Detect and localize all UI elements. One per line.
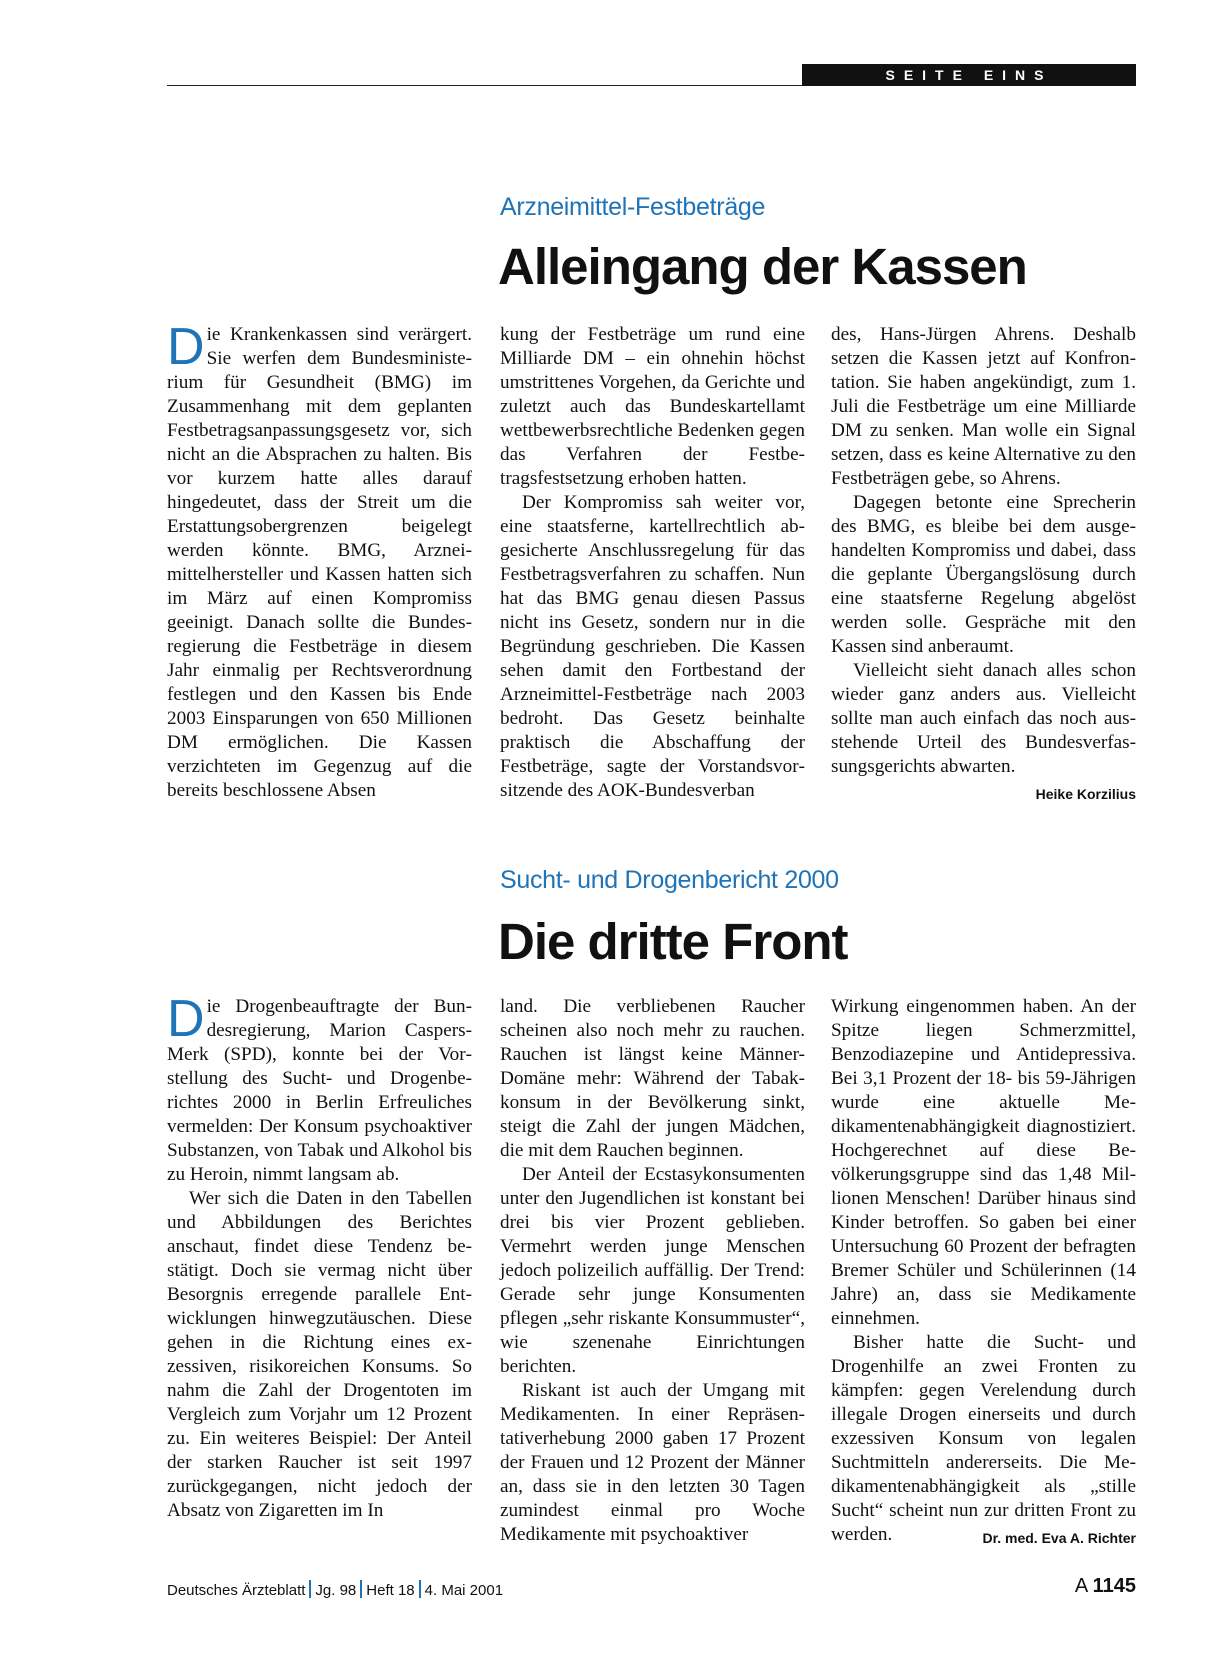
footer-separator (360, 1580, 362, 1598)
article1-author: Heike Korzilius (1035, 786, 1136, 802)
article2-paragraph (831, 1331, 1136, 1547)
article2-paragraph: Wer sich die Daten in den Tabellen und Abbildungen des Berichtes anschaut, findet diese Tendenz bestätigt. Doch sie vermag nicht über Besorgnis erregende parallele Entwicklungen hinwegzutäuschen. Diese gehen in die Richtung eines exzessiven, risikoreichen Konsums. So nahm die Zahl der Drogentoten im Vergleich zum Vorjahr um 12 Prozent zu. Ein weiteres Beispiel: Der Anteil der starken Raucher ist seit 1997 zurückgegangen, nicht jedoch der Absatz von Zigaretten im In (167, 1188, 472, 1521)
article1-dropcap: D (167, 318, 205, 376)
footer-journal: Deutsches Ärzteblatt (167, 1582, 306, 1599)
article1-paragraph: des, Hans-Jürgen Ahrens. Deshalb setzen die Kassen jetzt auf Konfrontation. Sie haben angekündigt, zum 1. Juli die Festbeträge um eine Milliarde DM zu senken. Man wolle ein Signal setzen, dass es keine Alternative zu den Festbeträgen gebe, so Ahrens. (831, 324, 1136, 489)
article1-paragraph (831, 659, 1136, 802)
article2-paragraph (167, 990, 472, 1187)
article2-column-2 (500, 995, 805, 1547)
article1-headline: Alleingang der Kassen (498, 238, 1027, 295)
article1-text: Vielleicht sieht danach alles schon wieder ganz anders aus. Vielleicht sollte man auch einfach das noch ausstehende Urteil des Bundesverfassungsgerichts abwarten. (831, 660, 1136, 777)
page-number-value: 1145 (1092, 1575, 1136, 1597)
article1-paragraph: Dagegen betonte eine Sprecherin des BMG, es bleibe bei dem ausgehandelten Kompromiss und dabei, dass die geplante Übergangslösung durch eine staatsferne Regelung abgelöst werden solle. Gespräche mit den Kassen sind anberaumt. (831, 492, 1136, 657)
article2-paragraph: Wirkung eingenommen haben. An der Spitze liegen Schmerzmittel, Benzodiazepine und Antidepressiva. Bei 3,1 Prozent der 18- bis 59-Jährigen wurde eine aktuelle Medikamentenabhängigkeit diagnostiziert. Hochgerechnet auf diese Bevölkerungsgruppe sind das 1,48 Millionen Menschen! Darüber hinaus sind Kinder betroffen. So gaben bei einer Untersuchung 60 Prozent der befragten Bremer Schüler und Schülerinnen (14 Jahre) an, dass sie Medikamente einnehmen. (831, 996, 1136, 1329)
article2-paragraph: land. Die verbliebenen Raucher scheinen also noch mehr zu rauchen. Rauchen ist längst keine Männer-Domäne mehr: Während der Tabakkonsum in der Bevölkerung sinkt, steigt die Zahl der jungen Mädchen, die mit dem Rauchen beginnen. (500, 996, 805, 1161)
article2-text: Bisher hatte die Sucht- und Drogenhilfe an zwei Fronten zu kämpfen: gegen Verelendung durch illegale Drogen einerseits und durch exzessiven Konsum von legalen Suchtmitteln andererseits. Die Medikamentenabhängigkeit als „stille Sucht“ scheint nun zur dritten Front zu werden. (831, 1332, 1136, 1545)
footer-date: 4. Mai 2001 (424, 1582, 504, 1599)
article1-column-3 (831, 323, 1136, 806)
footer-volume: Jg. 98 (315, 1582, 357, 1599)
article1-text: ie Krankenkassen sind verärgert. Sie werfen dem Bundesministerium für Gesundheit (BMG) im Zusammenhang mit dem geplanten Festbetragsanpassungsgesetz vor, sich nicht an die Absprachen zu halten. Bis vor kurzem hatte alles darauf hingedeutet, dass der Streit um die Erstattungsobergrenzen beigelegt werden könnte. BMG, Arzneimittelhersteller und Kassen hatten sich im März auf einen Kompromiss geeinigt. Danach sollte die Bundesregierung die Festbeträge in diesem Jahr einmalig per Rechtsverordnung festlegen und den Kassen bis Ende 2003 Einsparungen von 650 Millionen DM ermöglichen. Die Kassen verzichteten im Gegenzug auf die bereits beschlossene Absen (167, 324, 472, 801)
article2-column-1 (167, 990, 472, 1523)
article2-paragraph: Der Anteil der Ecstasykonsumenten unter den Jugendlichen ist konstant bei drei bis vier Prozent geblieben. Vermehrt werden junge Menschen jedoch polizeilich auffällig. Der Trend: Gerade sehr junge Konsumenten pflegen „sehr riskante Konsummuster“, wie szenenahe Einrichtungen berichten. (500, 1164, 805, 1377)
article2-kicker: Sucht- und Drogenbericht 2000 (500, 866, 839, 894)
article2-author: Dr. med. Eva A. Richter (982, 1530, 1136, 1546)
section-label: SEITE EINS (802, 64, 1136, 86)
article1-column-2 (500, 323, 805, 803)
article1-kicker: Arzneimittel-Festbeträge (500, 193, 766, 221)
article2-paragraph: Riskant ist auch der Umgang mit Medikamenten. In einer Repräsentativerhebung 2000 gaben 17 Prozent der Frauen und 12 Prozent der Männer an, dass sie in den letzten 30 Tagen zumindest einmal pro Woche Medikamente mit psychoaktiver (500, 1380, 805, 1545)
article2-text: ie Drogenbeauftragte der Bundesregierung, Marion Caspers-Merk (SPD), konnte bei der Vorstellung des Sucht- und Drogenberichtes 2000 in Berlin Erfreuliches vermelden: Der Konsum psychoaktiver Substanzen, von Tabak und Alkohol bis zu Heroin, nimmt langsam ab. (167, 996, 472, 1185)
footer-issue: Heft 18 (366, 1582, 415, 1599)
page-prefix: A (1074, 1575, 1089, 1597)
article2-column-3 (831, 995, 1136, 1550)
article1-column-1 (167, 318, 472, 803)
footer-separator (309, 1580, 311, 1598)
footer-separator (419, 1580, 421, 1598)
article2-headline: Die dritte Front (498, 913, 848, 970)
article1-paragraph (167, 318, 472, 803)
footer-citation (167, 1580, 503, 1599)
page-number (1000, 1575, 1136, 1598)
article1-paragraph: Der Kompromiss sah weiter vor, eine staatsferne, kartellrechtlich abgesicherte Anschlussregelung für das Festbetragsverfahren zu schaffen. Nun hat das BMG genau diesen Passus nicht ins Gesetz, sondern nur in die Begründung geschrieben. Die Kassen sehen damit den Fortbestand der Arzneimittel-Festbeträge nach 2003 bedroht. Das Gesetz beinhalte praktisch die Abschaffung der Festbeträge, sagte der Vorstandsvorsitzende des AOK-Bundesverban (500, 492, 805, 801)
article2-dropcap: D (167, 990, 205, 1048)
article1-paragraph: kung der Festbeträge um rund eine Milliarde DM – ein ohnehin höchst umstrittenes Vorgehen, da Gerichte und zuletzt auch das Bundeskartellamt wettbewerbsrechtliche Bedenken gegen das Verfahren der Festbetragsfestsetzung erhoben hatten. (500, 324, 805, 489)
